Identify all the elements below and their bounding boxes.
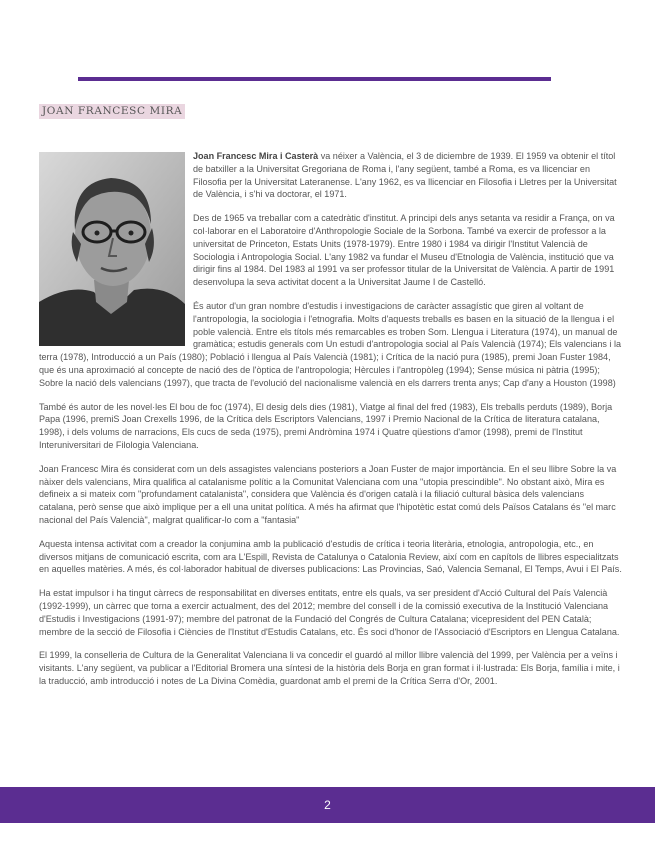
page-number: 2 [324, 798, 331, 812]
name-banner: JOAN FRANCESC MIRA [39, 104, 185, 119]
portrait-illustration [39, 152, 185, 346]
biography-body [39, 150, 622, 699]
bio-name-bold: Joan Francesc Mira i Casterà [193, 151, 319, 161]
bio-paragraph-4: També és autor de les novel·les El bou de foc (1974), El desig dels dies (1981), Viatge al final del fred (1983), Els treballs perduts (1989), Borja Papa (1996, premiS Joan Crexells 1996, de la Crítica dels Escriptors Valencians, 1997 i Premio Nacional de la Crítica de literatura catalana, 1998), i dels volums de narracions, Els cucs de seda (1975), premi Andròmina 1974 i Quatre qüestions d'amor (1998), premi de l'Institut Interuniversitari de Filologia Valenciana. [39, 401, 613, 450]
bio-paragraph-1-text: va néixer a València, el 3 de diciembre de 1939. El 1959 va obtenir el títol de batxiller a la Universitat Gregoriana de Roma i, l'any següent, també a Roma, es va llicenciar en Filosofia per la Universitat Lateranense. L'any 1962, es va llicenciar en Filosofia i Lletres per la Universitat de València, i s'hi va doctorar, el 1971. [193, 151, 617, 200]
portrait-photo [39, 152, 185, 346]
bio-paragraph-8: El 1999, la conselleria de Cultura de la Generalitat Valenciana li va concedir el guardó al millor llibre valencià del 1999, per València per a veïns i visitants. L'any següent, va publicar a l'Editorial Bromera una síntesi de la història dels Borja en gran format i il·lustrada: Els Borja, família i mite, i la traducció, amb introducció i notes de La Divina Comèdia, guardonat amb el premi de la Crítica Serra d'Or, 2001. [39, 650, 620, 686]
bio-paragraph-2: Des de 1965 va treballar com a catedràtic d'institut. A principi dels anys setanta va residir a França, on va col·laborar en el Laboratoire d'Anthropologie Sociale de la Sorbona. També va exercir de professor a la universitat de Princeton, Estats Units (1978-1979). Entre 1980 i 1984 va dirigir l'Institut Valencià de Sociologia i Antropologia Social. L'any 1982 va fundar el Museu d'Etnologia de València, institució que va dirigir fins al 1984. Del 1983 al 1991 va ser professor titular de la Universitat de València. A partir de 1991 desenvolupa la seva activitat docent a la Universitat Jaume I de Castelló. [193, 213, 615, 288]
bio-paragraph-5: Joan Francesc Mira és considerat com un dels assagistes valencians posteriors a Joan Fuster de major importància. En el seu llibre Sobre la va nàixer dels valencians, Mira qualifica al catalanisme polític a la Comunitat Valenciana com una "utopia prescindible". No obstant això, Mira es defineix a si mateix com "profundament catalanista", considera que València és d'origen català i la filiació cultural bàsica dels valencians catalana, però sense que això implique per a ell una unitat política. A més ha afirmat que l'hipotètic estat comú dels Països Catalans és "el marc nacional del País Valencià", malgrat qualificar-lo com a "fantasia" [39, 463, 617, 525]
bio-paragraph-7: Ha estat impulsor i ha tingut càrrecs de responsabilitat en diverses entitats, entre els quals, va ser president d'Acció Cultural del País Valencià (1992-1999), un càrrec que torna a exercir actualment, des del 2012; membre del consell i de la comissió executiva de la Institució Valenciana d'Estudis i Investigacions (1991-97); membre del patronat de la Fundació del Congrés de Cultura Catalana; vicepresident del PEN Català; membre de la secció de Filosofia i Ciències de l'Institut d'Estudis Catalans, etc. És soci d'honor de l'Associació d'Escriptors en Llengua Catalana. [39, 588, 620, 637]
bio-paragraph-6: Aquesta intensa activitat com a creador la conjumina amb la publicació d'estudis de crítica i teoria literària, etnologia, antropologia, etc., en diversos mitjans de comunicació escrita, com ara L'Espill, Revista de Catalunya o Catalonia Review, així com en capítols de llibres especialitzats en aquelles matèries. A més, és col·laborador habitual de diverses publicacions: Las Provincias, Saó, Valencia Semanal, El Temps, Avui i El País. [39, 538, 622, 575]
bio-paragraph-3: És autor d'un gran nombre d'estudis i investigacions de caràcter assagístic que giren al voltant de l'antropologia, la sociologia i l'etnografia. Molts d'aquests treballs es basen en la situació de la llengua i el poble valencià. Entre els títols més remarcables es troben Som. Llengua i Literatura (1974), un manual de gramàtica; estudis generals com Un estudi d'antropologia social al País Valencià (1974); Els valencians i la terra (1978), Introducció a un País (1980); Població i llengua al País Valencià (1981); i Crítica de la nació pura (1985), premi Joan Fuster 1984, que és una aproximació al concepte de nació des de l'òptica de l'antropologia; Hèrcules i l'antropòleg (1994); Sense música ni pàtria (1995); Sobre la nació dels valencians (1997), que tracta de l'evolució del nacionalisme valencià en els darrers trenta anys; Cap d'any a Houston (1998) [39, 300, 621, 388]
top-divider-rule [78, 77, 551, 81]
footer-bar [0, 787, 655, 823]
